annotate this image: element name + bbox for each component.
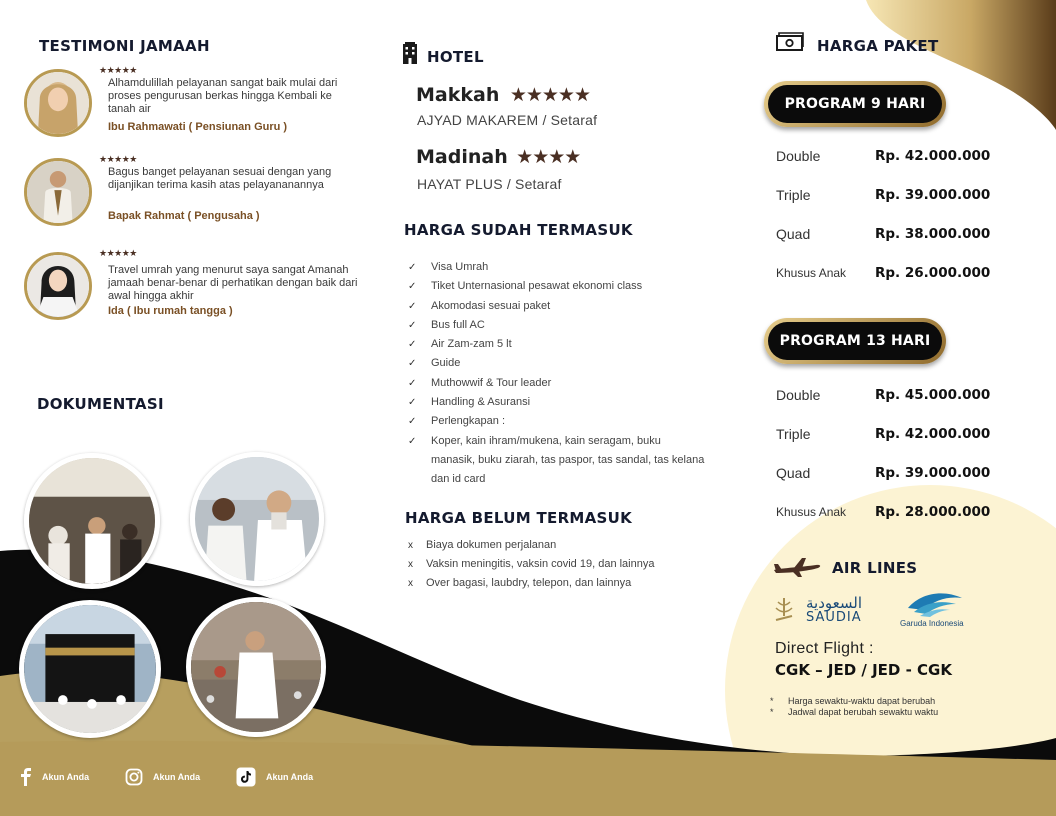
- hotel-name: AJYAD MAKAREM / Setaraf: [417, 112, 598, 128]
- pricing-title: HARGA PAKET: [817, 37, 939, 55]
- list-item: ✓ Air Zam-zam 5 lt: [406, 335, 706, 354]
- list-item: ✓ Handling & Asuransi: [406, 393, 706, 412]
- check-icon: ✓: [408, 262, 417, 273]
- check-icon: ✓: [408, 397, 417, 409]
- garuda-logo: Garuda Indonesia: [898, 588, 970, 632]
- list-item: ✓ Perlengkapan :: [406, 412, 706, 431]
- documentation-photo: [190, 452, 324, 586]
- direct-flight-label: Direct Flight :: [775, 640, 874, 657]
- avatar: [24, 252, 92, 320]
- hotel-name: HAYAT PLUS / Setaraf: [417, 176, 562, 192]
- airlines-title: AIR LINES: [832, 559, 918, 577]
- list-item: x Over bagasi, laubdry, telepon, dan lainnya: [405, 574, 654, 593]
- check-icon: ✓: [408, 300, 417, 312]
- price-value: Rp. 39.000.000: [875, 465, 991, 481]
- check-icon: ✓: [408, 416, 417, 428]
- list-item: ✓ Guide: [406, 354, 706, 373]
- saudia-logo: السعودية SAUDIA: [772, 596, 882, 628]
- list-item: x Vaksin meningitis, vaksin covid 19, dan lainnya: [405, 555, 654, 574]
- program-9-badge: [764, 81, 946, 127]
- price-value: Rp. 28.000.000: [875, 504, 991, 520]
- price-type: Triple: [776, 426, 811, 442]
- testimonial-name: Ibu Rahmawati ( Pensiunan Guru ): [108, 121, 288, 133]
- airplane-icon: [772, 556, 822, 578]
- testimonial-item: [24, 248, 364, 324]
- testimonial-item: [24, 65, 364, 141]
- testimonial-name: Ida ( Ibu rumah tangga ): [108, 305, 233, 317]
- hotel-city: Madinah: [416, 146, 508, 168]
- social-facebook[interactable]: [20, 766, 89, 788]
- hotel-stars: ★★★★★: [509, 85, 590, 106]
- documentation-title: DOKUMENTASI: [37, 395, 164, 413]
- cross-icon: x: [408, 578, 413, 589]
- program-13-badge: [764, 318, 946, 364]
- price-type: Quad: [776, 226, 811, 242]
- price-value: Rp. 45.000.000: [875, 387, 991, 403]
- price-type: Triple: [776, 187, 811, 203]
- price-type: Double: [776, 148, 821, 164]
- excluded-title: HARGA BELUM TERMASUK: [405, 509, 633, 527]
- money-icon: [776, 32, 804, 52]
- cross-icon: x: [408, 540, 413, 551]
- social-label: Akun Anda: [42, 772, 90, 782]
- price-type: Khusus Anak: [776, 266, 847, 280]
- list-item: x Biaya dokumen perjalanan: [405, 536, 654, 555]
- list-item: ✓ Visa Umrah: [406, 258, 706, 277]
- note-item: * Jadwal dapat berubah sewaktu waktu: [770, 707, 939, 717]
- rating-stars: ★★★★★: [99, 154, 137, 164]
- hotel-city: Makkah: [416, 84, 500, 106]
- list-item: ✓ Tiket Unternasional pesawat ekonomi class: [406, 277, 706, 296]
- testimonial-text: Travel umrah yang menurut saya sangat Amanah jamaah benar-benar di perhatikan dengan baik dari awal hingga akhir: [108, 264, 358, 302]
- check-icon: ✓: [408, 377, 417, 389]
- price-type: Double: [776, 387, 821, 403]
- list-item: ✓ Koper, kain ihram/mukena, kain seragam, buku manasik, buku ziarah, tas paspor, tas sandal, tas kelana dan id card: [406, 432, 706, 490]
- social-instagram[interactable]: [125, 766, 200, 788]
- social-tiktok[interactable]: [236, 766, 313, 788]
- avatar: [24, 69, 92, 137]
- flight-route: CGK – JED / JED - CGK: [775, 661, 952, 679]
- facebook-icon: [20, 768, 32, 786]
- price-type: Quad: [776, 465, 811, 481]
- check-icon: ✓: [408, 319, 417, 331]
- program-label: PROGRAM 9 HARI: [768, 85, 942, 123]
- rating-stars: ★★★★★: [99, 248, 137, 258]
- hotel-stars: ★★★★: [516, 147, 581, 168]
- price-value: Rp. 26.000.000: [875, 265, 991, 281]
- cross-icon: x: [408, 559, 413, 570]
- building-icon: [402, 42, 418, 64]
- testimonial-name: Bapak Rahmat ( Pengusaha ): [108, 210, 260, 222]
- testimonials-title: TESTIMONI JAMAAH: [39, 37, 210, 55]
- check-icon: ✓: [408, 358, 417, 370]
- hotel-makkah: [416, 84, 590, 107]
- instagram-icon: [125, 768, 143, 786]
- list-item: ✓ Akomodasi sesuai paket: [406, 297, 706, 316]
- social-label: Akun Anda: [153, 772, 201, 782]
- hotel-madinah: [416, 146, 580, 169]
- check-icon: ✓: [408, 339, 417, 351]
- hotel-title: HOTEL: [427, 48, 484, 66]
- check-icon: ✓: [408, 281, 417, 293]
- testimonial-item: [24, 154, 364, 230]
- social-label: Akun Anda: [266, 772, 314, 782]
- price-value: Rp. 38.000.000: [875, 226, 991, 242]
- price-value: Rp. 39.000.000: [875, 187, 991, 203]
- testimonial-text: Bagus banget pelayanan sesuai dengan yang dijanjikan terima kasih atas pelayananannya: [108, 166, 332, 191]
- program-label: PROGRAM 13 HARI: [768, 322, 942, 360]
- avatar: [24, 158, 92, 226]
- included-title: HARGA SUDAH TERMASUK: [404, 221, 633, 239]
- list-item: ✓ Muthowwif & Tour leader: [406, 374, 706, 393]
- check-icon: ✓: [408, 435, 417, 447]
- testimonial-text: Alhamdulillah pelayanan sangat baik mulai dari proses pengurusan berkas hingga Kembali ke tanah air: [108, 77, 338, 115]
- list-item: ✓ Bus full AC: [406, 316, 706, 335]
- documentation-photo: [19, 600, 161, 738]
- note-item: * Harga sewaktu-waktu dapat berubah: [770, 696, 936, 706]
- price-value: Rp. 42.000.000: [875, 426, 991, 442]
- included-list: [406, 258, 706, 490]
- documentation-photo: [186, 597, 326, 737]
- excluded-list: [405, 536, 654, 593]
- documentation-photo: [24, 453, 160, 589]
- price-type: Khusus Anak: [776, 505, 847, 519]
- price-value: Rp. 42.000.000: [875, 148, 991, 164]
- notes: [770, 696, 938, 718]
- rating-stars: ★★★★★: [99, 65, 137, 75]
- tiktok-icon: [236, 767, 256, 787]
